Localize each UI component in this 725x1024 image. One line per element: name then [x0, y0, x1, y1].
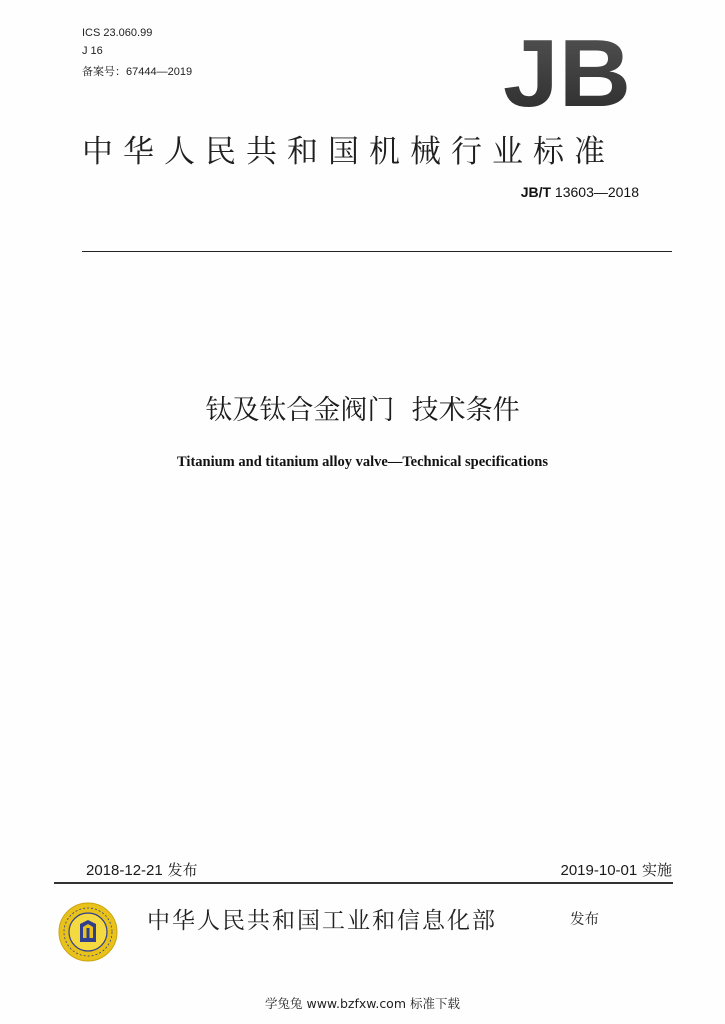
download-footer: 学兔兔 www.bzfxw.com 标准下载	[265, 996, 460, 1011]
jb-logo	[500, 30, 635, 115]
publish-label: 发布	[162, 861, 198, 879]
effective-date-value: 2019-10-01	[560, 862, 638, 879]
standard-code: 13603—2018	[551, 184, 639, 200]
chinese-title: 钛及钛合金阀门 技术条件	[205, 395, 520, 426]
standard-prefix: JB/T	[520, 184, 552, 200]
publish-date	[86, 859, 198, 880]
issuer-publish-label: 发布	[570, 912, 599, 928]
industry-standard-title: 中华人民共和国机械行业标准	[82, 134, 615, 170]
english-title: Titanium and titanium alloy valve—Technical specifications	[177, 454, 548, 470]
logo-text: JB	[503, 30, 631, 115]
effective-date	[560, 859, 672, 880]
classification-code: J 16	[82, 45, 103, 57]
top-divider	[82, 251, 672, 252]
effective-label: 实施	[637, 861, 672, 879]
issuing-authority: 中华人民共和国工业和信息化部	[147, 908, 497, 934]
publish-date-value: 2018-12-21	[86, 862, 163, 879]
standard-number	[521, 184, 639, 200]
ics-code: ICS 23.060.99	[82, 27, 153, 39]
ministry-emblem	[58, 902, 118, 962]
bottom-divider	[54, 882, 673, 884]
record-number: 备案号：67444—2019	[82, 66, 193, 78]
